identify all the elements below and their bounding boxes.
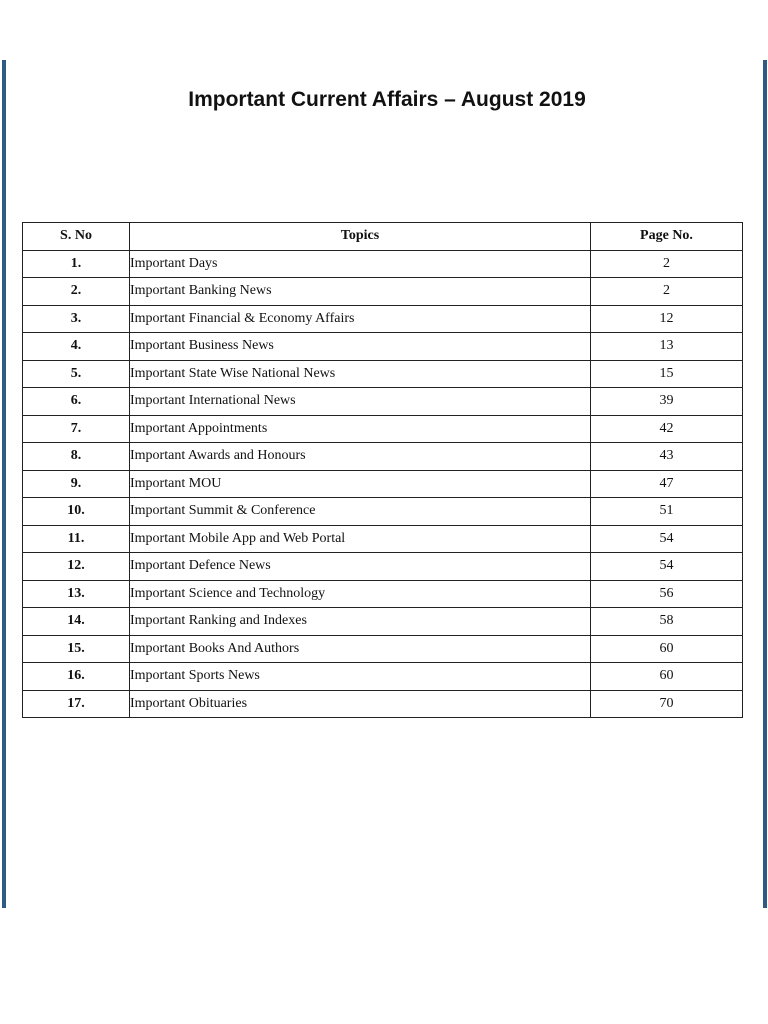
row-page-no: 12 — [591, 305, 743, 333]
row-sno: 4. — [23, 333, 130, 361]
contents-table — [22, 222, 743, 718]
row-sno: 17. — [23, 690, 130, 718]
row-page-no: 2 — [591, 278, 743, 306]
table-row — [23, 608, 743, 636]
table-header-row — [23, 223, 743, 251]
table-row — [23, 690, 743, 718]
row-page-no: 2 — [591, 250, 743, 278]
row-topic: Important Mobile App and Web Portal — [130, 525, 591, 553]
row-page-no: 58 — [591, 608, 743, 636]
row-sno: 5. — [23, 360, 130, 388]
row-topic: Important International News — [130, 388, 591, 416]
row-page-no: 13 — [591, 333, 743, 361]
row-sno: 10. — [23, 498, 130, 526]
table-row — [23, 333, 743, 361]
table-row — [23, 360, 743, 388]
header-sno: S. No — [23, 223, 130, 251]
row-sno: 16. — [23, 663, 130, 691]
row-sno: 3. — [23, 305, 130, 333]
row-sno: 7. — [23, 415, 130, 443]
table-row — [23, 470, 743, 498]
row-page-no: 51 — [591, 498, 743, 526]
table-row — [23, 663, 743, 691]
row-topic: Important Financial & Economy Affairs — [130, 305, 591, 333]
row-page-no: 15 — [591, 360, 743, 388]
page-title: Important Current Affairs – August 2019 — [188, 88, 586, 111]
row-topic: Important Obituaries — [130, 690, 591, 718]
row-page-no: 43 — [591, 443, 743, 471]
right-border-line — [763, 60, 767, 908]
row-page-no: 39 — [591, 388, 743, 416]
row-topic: Important Defence News — [130, 553, 591, 581]
row-topic: Important Appointments — [130, 415, 591, 443]
row-sno: 11. — [23, 525, 130, 553]
header-topics: Topics — [130, 223, 591, 251]
row-page-no: 47 — [591, 470, 743, 498]
row-topic: Important Business News — [130, 333, 591, 361]
row-page-no: 56 — [591, 580, 743, 608]
row-sno: 6. — [23, 388, 130, 416]
table-row — [23, 580, 743, 608]
row-sno: 13. — [23, 580, 130, 608]
table-row — [23, 415, 743, 443]
row-topic: Important Science and Technology — [130, 580, 591, 608]
row-topic: Important Sports News — [130, 663, 591, 691]
table-body — [23, 250, 743, 718]
row-topic: Important MOU — [130, 470, 591, 498]
table-row — [23, 443, 743, 471]
left-border-line — [2, 60, 6, 908]
table-row — [23, 388, 743, 416]
row-topic: Important Ranking and Indexes — [130, 608, 591, 636]
row-page-no: 70 — [591, 690, 743, 718]
table-row — [23, 635, 743, 663]
table-row — [23, 278, 743, 306]
row-topic: Important Awards and Honours — [130, 443, 591, 471]
row-sno: 2. — [23, 278, 130, 306]
table-row — [23, 498, 743, 526]
row-sno: 9. — [23, 470, 130, 498]
header-page-no: Page No. — [591, 223, 743, 251]
row-page-no: 54 — [591, 525, 743, 553]
row-topic: Important Banking News — [130, 278, 591, 306]
row-sno: 1. — [23, 250, 130, 278]
table-row — [23, 553, 743, 581]
row-sno: 14. — [23, 608, 130, 636]
row-page-no: 42 — [591, 415, 743, 443]
row-page-no: 60 — [591, 663, 743, 691]
row-topic: Important Summit & Conference — [130, 498, 591, 526]
row-sno: 8. — [23, 443, 130, 471]
row-sno: 15. — [23, 635, 130, 663]
table-row — [23, 305, 743, 333]
row-sno: 12. — [23, 553, 130, 581]
table-row — [23, 250, 743, 278]
row-page-no: 54 — [591, 553, 743, 581]
row-page-no: 60 — [591, 635, 743, 663]
table-row — [23, 525, 743, 553]
row-topic: Important Days — [130, 250, 591, 278]
row-topic: Important State Wise National News — [130, 360, 591, 388]
row-topic: Important Books And Authors — [130, 635, 591, 663]
